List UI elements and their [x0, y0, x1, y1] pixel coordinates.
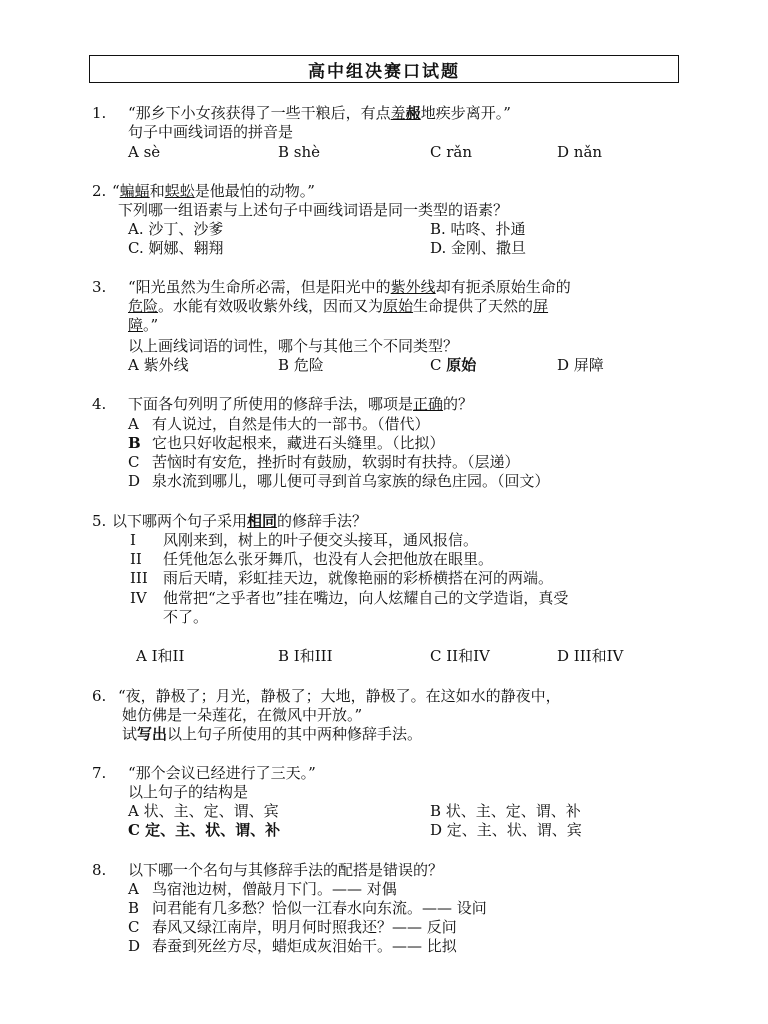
item-4-label: IV: [130, 589, 147, 607]
option-b: B 危险: [278, 356, 324, 374]
option-a: A. 沙丁、沙爹: [128, 220, 224, 238]
question-text-line-3: 障。”: [128, 316, 159, 334]
question-number: 3.: [92, 278, 107, 296]
option-b: B. 咕咚、扑通: [430, 220, 526, 238]
option-c: C II和IV: [430, 647, 490, 665]
option-b-text: 问君能有几多愁？恰似一江春水向东流。—— 设问: [152, 899, 487, 917]
option-c: C 原始: [430, 356, 477, 374]
question-prompt: 试写出以上句子所使用的其中两种修辞手法。: [122, 725, 423, 743]
option-c: C. 婀娜、翱翔: [128, 239, 224, 257]
question-number: 7.: [92, 764, 107, 782]
option-c-label: C: [128, 918, 140, 936]
question-text: “蝙蝠和蜈蚣是他最怕的动物。”: [112, 182, 315, 200]
title-box: [89, 55, 679, 83]
item-2-text: 任凭他怎么张牙舞爪，也没有人会把他放在眼里。: [163, 550, 494, 568]
question-text: 以下哪一个名句与其修辞手法的配搭是错误的？: [128, 861, 444, 879]
question-prompt: 以上画线词语的词性，哪个与其他三个不同类型？: [128, 337, 459, 355]
question-text-line-1: “阳光虽然为生命所必需，但是阳光中的紫外线却有扼杀原始生命的: [128, 278, 571, 296]
item-3-label: III: [130, 569, 148, 587]
option-c-text: 苦恼时有安危，挫折时有鼓励，软弱时有扶持。（层递）: [152, 453, 520, 471]
option-d-text: 春蚕到死丝方尽，蜡炬成灰泪始干。—— 比拟: [152, 937, 457, 955]
option-b-label: B: [128, 434, 141, 452]
question-text-line-2: 她仿佛是一朵莲花，在微风中开放。”: [122, 706, 363, 724]
option-b-label: B: [128, 899, 140, 917]
question-text: 下面各句列明了所使用的修辞手法，哪项是正确的？: [128, 395, 474, 413]
option-d-label: D: [128, 937, 141, 955]
item-1-text: 风刚来到，树上的叶子便交头接耳，通风报信。: [163, 531, 479, 549]
question-number: 2.: [92, 182, 107, 200]
item-2-label: II: [130, 550, 142, 568]
question-number: 1.: [92, 104, 107, 122]
option-c-text: 春风又绿江南岸，明月何时照我还？—— 反问: [152, 918, 457, 936]
option-a: A sè: [128, 143, 161, 161]
option-d-text: 泉水流到哪儿，哪儿便可寻到首乌家族的绿色庄园。（回文）: [152, 472, 550, 490]
option-a: A 状、主、定、谓、宾: [128, 802, 279, 820]
option-d: D 屏障: [557, 356, 604, 374]
question-number: 4.: [92, 395, 107, 413]
question-text-line-2: 危险。水能有效吸收紫外线，因而又为原始生命提供了天然的屏: [128, 297, 549, 315]
question-text: “那乡下小女孩获得了一些干粮后，有点羞赧地疾步离开。”: [128, 104, 511, 122]
option-b: B shè: [278, 143, 321, 161]
option-a-label: A: [128, 415, 139, 433]
option-d: D. 金刚、撒旦: [430, 239, 527, 257]
question-number: 8.: [92, 861, 107, 879]
item-4-continuation: 不了。: [163, 608, 209, 626]
question-text-line-1: “夜，静极了；月光，静极了；大地，静极了。在这如水的静夜中，: [118, 687, 561, 705]
option-c-label: C: [128, 453, 140, 471]
option-b: B 状、主、定、谓、补: [430, 802, 581, 820]
question-text: 以下哪两个句子采用相同的修辞手法？: [112, 512, 368, 530]
question-prompt: 以上句子的结构是: [128, 783, 249, 801]
page-title: 高中组决赛口试题: [308, 61, 460, 82]
option-b-text: 它也只好收起根来，藏进石头缝里。（比拟）: [152, 434, 445, 452]
question-number: 6.: [92, 687, 107, 705]
option-d: D nǎn: [557, 143, 603, 161]
option-a: A 紫外线: [128, 356, 189, 374]
option-a-text: 鸟宿池边树，僧敲月下门。—— 对偶: [152, 880, 397, 898]
option-d: D 定、主、状、谓、宾: [430, 821, 582, 839]
option-c: C 定、主、状、谓、补: [128, 821, 281, 839]
question-prompt: 句子中画线词语的拼音是: [128, 123, 294, 141]
question-prompt: 下列哪一组语素与上述句子中画线词语是同一类型的语素？: [118, 201, 509, 219]
item-3-text: 雨后天晴，彩虹挂天边，就像艳丽的彩桥横搭在河的两端。: [163, 569, 554, 587]
option-a-label: A: [128, 880, 139, 898]
item-1-label: I: [130, 531, 136, 549]
option-b: B I和III: [278, 647, 333, 665]
option-d: D III和IV: [557, 647, 624, 665]
question-number: 5.: [92, 512, 107, 530]
item-4-text: 他常把“之乎者也”挂在嘴边，向人炫耀自己的文学造诣，真受: [163, 589, 569, 607]
option-d-label: D: [128, 472, 141, 490]
question-text: “那个会议已经进行了三天。”: [128, 764, 316, 782]
option-a: A I和II: [136, 647, 185, 665]
option-c: C rǎn: [430, 143, 473, 161]
option-a-text: 有人说过，自然是伟大的一部书。（借代）: [152, 415, 430, 433]
